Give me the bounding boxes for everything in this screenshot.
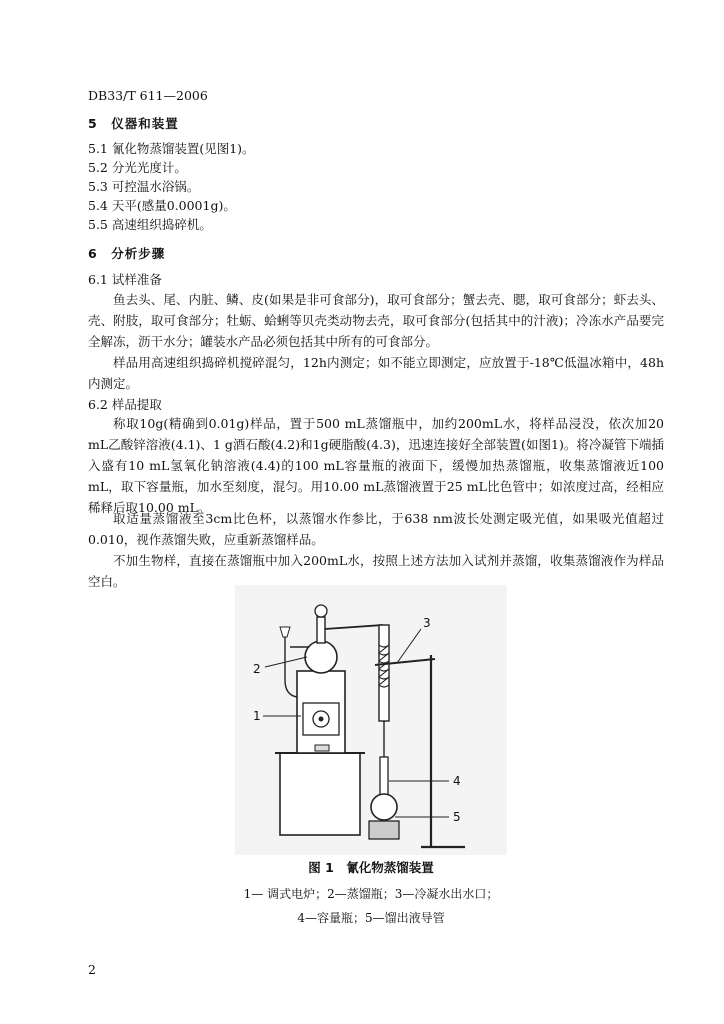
- figure-label-2: 2: [253, 662, 261, 676]
- figure-label-5: 5: [453, 810, 461, 824]
- figure-label-3: 3: [423, 616, 431, 630]
- item-5-2: 5.2 分光光度计。: [88, 160, 187, 175]
- paragraph-homogenize: 样品用高速组织捣碎机搅碎混匀，12h内测定；如不能立即测定，应放置于-18℃低温冰箱中，48h内测定。: [88, 355, 664, 391]
- paragraph-extraction: 称取10g(精确到0.01g)样品，置于500 mL蒸馏瓶中，加约200mL水，将样品浸没，依次加20 mL乙酸锌溶液(4.1)、1 g酒石酸(4.2)和1g硬脂酸(4.3)，迅速连接好全部装置(如图1)。将冷凝管下端插入盛有10 mL氢氧化钠溶液(4.4)的100 mL容量瓶的液面下，缓慢加热蒸馏瓶，收集蒸馏液近100 mL，取下容量瓶，加水至刻度，混匀。用10.00 mL蒸馏液置于25 mL比色管中；如浓度过高，经相应稀释后取10.00 mL。: [88, 416, 664, 515]
- figure-legend-line-1: 1— 调式电炉；2—蒸馏瓶；3—冷凝水出水口；: [243, 887, 499, 901]
- figure-label-1: 1: [253, 709, 261, 723]
- paragraph-absorbance: 取适量蒸馏液至3cm比色杯，以蒸馏水作参比，于638 nm波长处测定吸光值，如果吸光值超过0.010，视作蒸馏失败，应重新蒸馏样品。: [88, 511, 664, 547]
- item-5-3: 5.3 可控温水浴锅。: [88, 179, 200, 194]
- section-6-heading: 6 分析步骤: [88, 246, 166, 261]
- paragraph-sample-prep: 鱼去头、尾、内脏、鳞、皮(如果是非可食部分)，取可食部分；蟹去壳、腮，取可食部分；虾去头、壳、附肢，取可食部分；牡蛎、蛤蜊等贝壳类动物去壳，取可食部分(包括其中的汁液)；冷冻水产品要完全解冻，沥干水分；罐装水产品必须包括其中所有的可食部分。: [88, 292, 664, 349]
- figure-label-4: 4: [453, 774, 461, 788]
- page-number: 2: [88, 962, 96, 977]
- item-5-5: 5.5 高速组织捣碎机。: [88, 217, 212, 232]
- figure-caption-title: 图 1 氰化物蒸馏装置: [308, 860, 434, 875]
- item-5-1: 5.1 氰化物蒸馏装置(见图1)。: [88, 141, 255, 156]
- section-5-heading: 5 仪器和装置: [88, 116, 179, 131]
- subsection-6-1-title: 6.1 试样准备: [88, 272, 162, 287]
- subsection-6-2-title: 6.2 样品提取: [88, 397, 162, 412]
- figure-legend-line-2: 4—容量瓶；5—馏出液导管: [297, 911, 445, 925]
- figure-legend: [235, 882, 507, 930]
- paragraph-blank: 不加生物样，直接在蒸馏瓶中加入200mL水，按照上述方法加入试剂并蒸馏，收集蒸馏液作为样品空白。: [88, 553, 664, 589]
- document-id: DB33/T 611—2006: [88, 88, 208, 103]
- distillation-apparatus-figure: [235, 585, 507, 855]
- item-5-4: 5.4 天平(感量0.0001g)。: [88, 198, 236, 213]
